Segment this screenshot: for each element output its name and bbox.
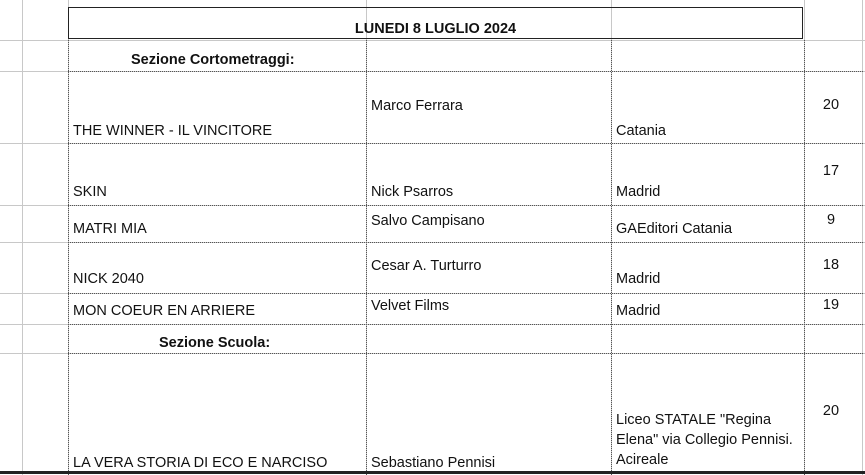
row-value: 9: [826, 212, 836, 228]
row-title: THE WINNER - IL VINCITORE: [73, 123, 272, 139]
row-director: Marco Ferrara: [371, 98, 463, 114]
row-director: Velvet Films: [371, 298, 450, 314]
row-title: MATRI MIA: [73, 221, 147, 237]
row-director: Salvo Campisano: [371, 213, 485, 229]
row-value: 20: [822, 403, 840, 419]
row-border: [68, 242, 863, 243]
row-title: MON COEUR EN ARRIERE: [73, 303, 256, 319]
row-border: [68, 293, 863, 294]
row-director: Sebastiano Pennisi: [371, 455, 496, 471]
column-border: [804, 40, 805, 475]
section-label-scuola: Sezione Scuola:: [159, 335, 271, 351]
row-value: 20: [822, 97, 840, 113]
row-director: Nick Psarros: [371, 184, 454, 200]
header-border-top: [68, 7, 803, 8]
column-border: [611, 40, 612, 475]
row-title: LA VERA STORIA DI ECO E NARCISO: [73, 455, 328, 471]
row-border: [68, 143, 863, 144]
row-border: [68, 71, 863, 72]
row-origin: Madrid: [616, 303, 661, 319]
row-origin: Madrid: [616, 271, 661, 287]
row-origin: Catania: [616, 123, 666, 139]
row-title: SKIN: [73, 184, 107, 200]
column-border: [366, 40, 367, 475]
row-origin: Madrid: [616, 184, 661, 200]
row-value: 19: [822, 297, 840, 313]
row-value: 17: [822, 163, 840, 179]
row-border: [68, 324, 863, 325]
row-border: [68, 205, 863, 206]
date-header: LUNEDI 8 LUGLIO 2024: [354, 21, 517, 37]
row-title: NICK 2040: [73, 271, 144, 287]
grid-row-line: [0, 40, 865, 41]
section-label-cortometraggi: Sezione Cortometraggi:: [131, 52, 295, 68]
row-value: 18: [822, 257, 840, 273]
column-border: [68, 40, 69, 475]
row-origin: GAEditori Catania: [616, 221, 733, 237]
row-origin: Liceo STATALE "Regina Elena" via Collegio Pennisi. Acireale: [616, 412, 793, 468]
row-border: [68, 353, 863, 354]
header-border-bottom: [68, 38, 803, 39]
row-director: Cesar A. Turturro: [371, 258, 482, 274]
